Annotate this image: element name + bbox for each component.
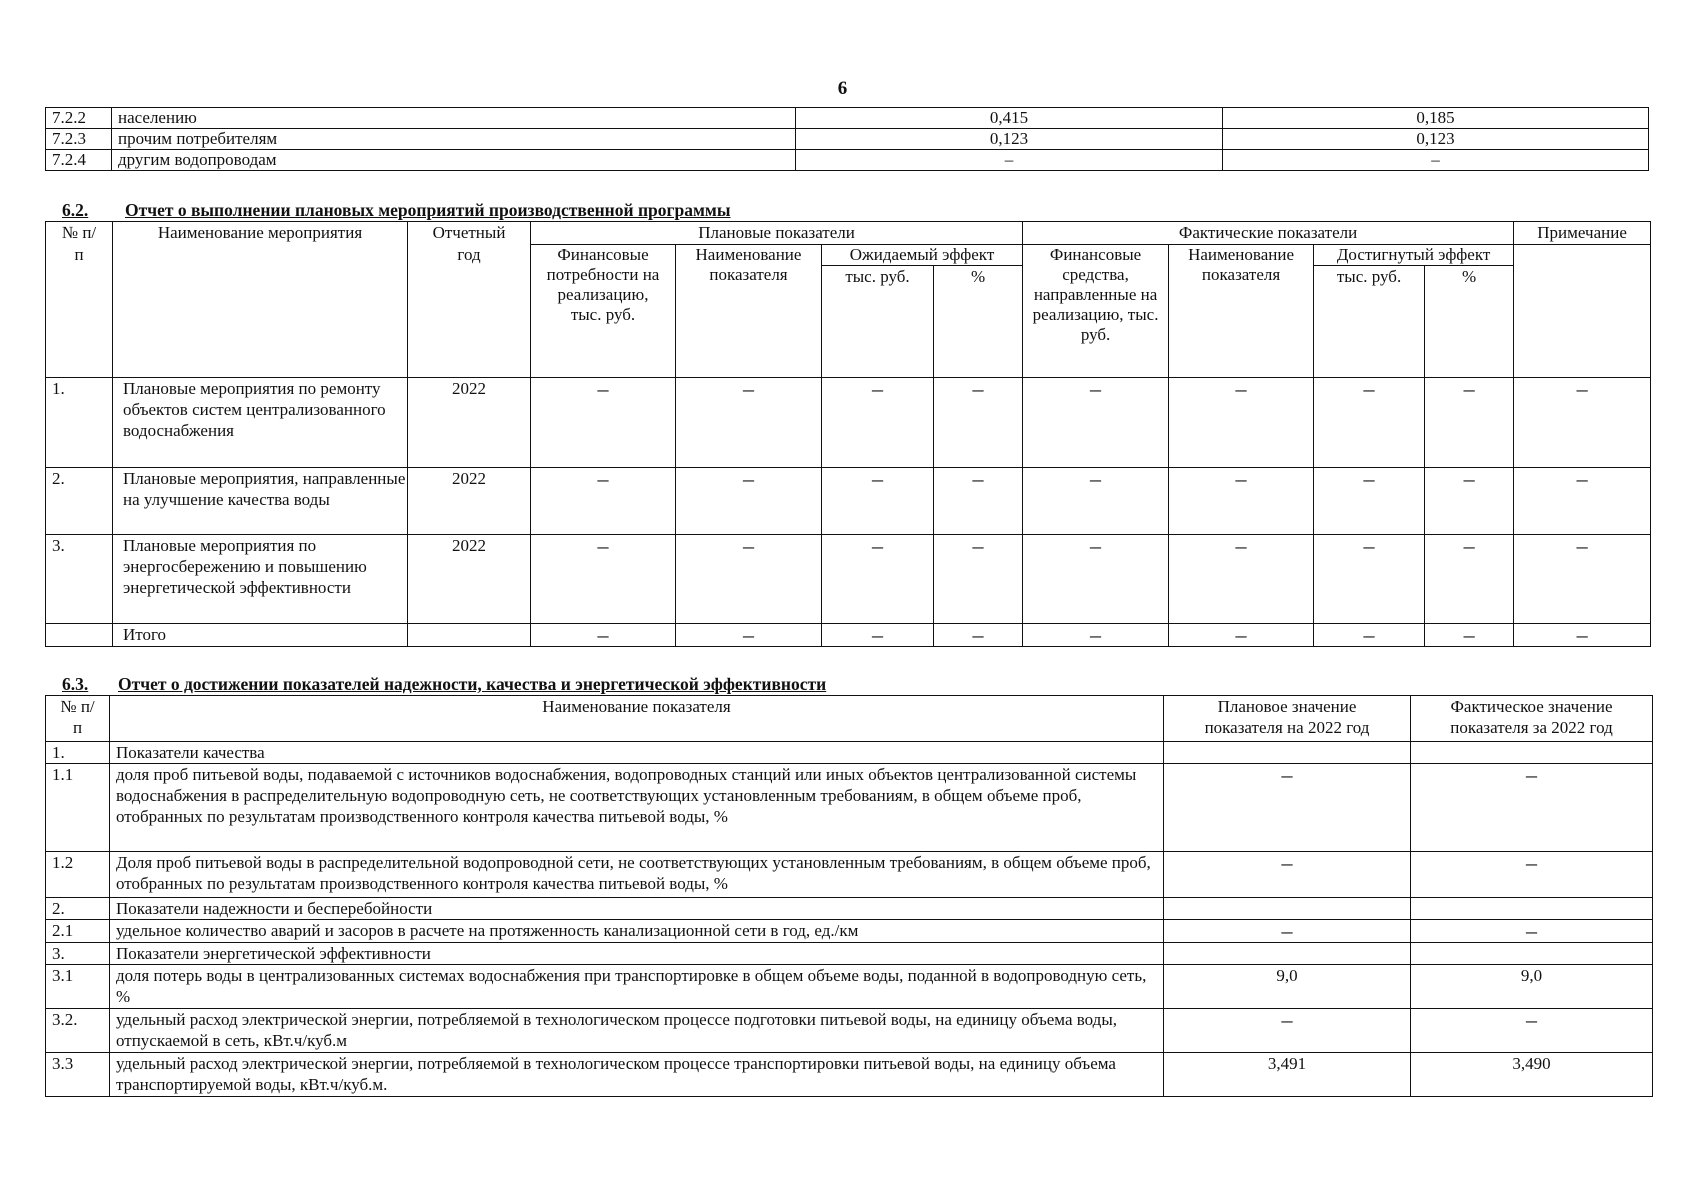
header-fin-need: Финансовые потребности на реализацию, тыс. руб. <box>531 245 676 378</box>
row-number: 3.2. <box>46 1009 110 1053</box>
header-expected-effect: Ожидаемый эффект <box>822 245 1023 266</box>
row-name: Показатели энергетической эффективности <box>110 943 1164 965</box>
header-num: № п/п <box>46 696 110 742</box>
value-cell: 0,415 <box>796 108 1223 129</box>
header-thous-rub: тыс. руб. <box>1314 266 1425 378</box>
value-cell: – <box>1314 378 1425 468</box>
section-heading-6-2 <box>62 200 731 221</box>
value-cell: – <box>1169 624 1314 647</box>
row-number: 3.1 <box>46 965 110 1009</box>
row-number: 3.3 <box>46 1053 110 1097</box>
plan-cell: – <box>1164 920 1411 943</box>
section-number: 6.3. <box>62 674 89 694</box>
plan-cell <box>1164 898 1411 920</box>
plan-cell <box>1164 742 1411 764</box>
value-cell: – <box>934 468 1023 535</box>
row-number: 7.2.3 <box>46 129 112 150</box>
value-cell: – <box>676 535 822 624</box>
fact-cell: – <box>1411 852 1653 898</box>
value-cell: – <box>1514 468 1651 535</box>
value-cell: 0,123 <box>1223 129 1649 150</box>
header-note: Примечание <box>1514 222 1651 245</box>
table-row <box>46 965 1653 1009</box>
value-cell: – <box>1023 535 1169 624</box>
row-number: 7.2.2 <box>46 108 112 129</box>
row-name: доля проб питьевой воды, подаваемой с источников водоснабжения, водопроводных станций или иных объектов централизованной системы водоснабжения в распределительную водопроводную сеть, не соответствующих установленным требованиям, в общем объеме проб, отобранных по результатам производственного контроля качества питьевой воды, % <box>110 764 1164 852</box>
value-cell: – <box>1314 624 1425 647</box>
row-number <box>46 624 113 647</box>
value-cell: – <box>934 535 1023 624</box>
row-name: Плановые мероприятия по ремонту объектов систем централизованного водоснабжения <box>113 378 408 468</box>
indicators-table <box>45 695 1653 1097</box>
table-row <box>46 129 1649 150</box>
value-cell: – <box>822 468 934 535</box>
table-row <box>46 150 1649 171</box>
header-plan: Плановое значение показателя на 2022 год <box>1164 696 1411 742</box>
plan-cell: 3,491 <box>1164 1053 1411 1097</box>
value-cell: – <box>1169 535 1314 624</box>
header-note-empty <box>1514 245 1651 378</box>
table-row <box>46 898 1653 920</box>
total-label: Итого <box>113 624 408 647</box>
value-cell: – <box>1514 535 1651 624</box>
fact-cell <box>1411 898 1653 920</box>
row-number: 2. <box>46 898 110 920</box>
value-cell: – <box>822 378 934 468</box>
row-year <box>408 624 531 647</box>
row-name: Доля проб питьевой воды в распределительной водопроводной сети, не соответствующих установленным требованиям, в общем объеме проб, отобранных по результатам производственного контроля качества питьевой воды, % <box>110 852 1164 898</box>
value-cell: – <box>1514 378 1651 468</box>
fact-cell: – <box>1411 920 1653 943</box>
value-cell: – <box>676 378 822 468</box>
header-percent: % <box>934 266 1023 378</box>
row-name: удельное количество аварий и засоров в расчете на протяженность канализационной сети в год, ед./км <box>110 920 1164 943</box>
consumption-table <box>45 107 1649 171</box>
row-name: Показатели качества <box>110 742 1164 764</box>
value-cell: 0,185 <box>1223 108 1649 129</box>
plan-cell: – <box>1164 852 1411 898</box>
row-number: 2.1 <box>46 920 110 943</box>
row-name: населению <box>112 108 796 129</box>
row-number: 3. <box>46 535 113 624</box>
value-cell: – <box>531 624 676 647</box>
value-cell: 0,123 <box>796 129 1223 150</box>
table-row <box>46 852 1653 898</box>
row-number: 1. <box>46 742 110 764</box>
value-cell: – <box>676 624 822 647</box>
header-achieved-effect: Достигнутый эффект <box>1314 245 1514 266</box>
value-cell: – <box>1314 468 1425 535</box>
fact-cell <box>1411 742 1653 764</box>
value-cell: – <box>531 378 676 468</box>
value-cell: – <box>1425 378 1514 468</box>
header-indicator-name-actual: Наименование показателя <box>1169 245 1314 378</box>
table-row <box>46 943 1653 965</box>
header-indicator-name: Наименование показателя <box>676 245 822 378</box>
row-number: 2. <box>46 468 113 535</box>
fact-cell: – <box>1411 764 1653 852</box>
header-planned: Плановые показатели <box>531 222 1023 245</box>
value-cell: – <box>1425 535 1514 624</box>
value-cell: – <box>1425 468 1514 535</box>
header-row <box>46 222 1651 245</box>
header-fact: Фактическое значение показателя за 2022 год <box>1411 696 1653 742</box>
plan-cell <box>1164 943 1411 965</box>
page-number: 6 <box>837 78 848 99</box>
header-actual: Фактические показатели <box>1023 222 1514 245</box>
row-year: 2022 <box>408 468 531 535</box>
header-thous-rub: тыс. руб. <box>822 266 934 378</box>
section-title: Отчет о достижении показателей надежности, качества и энергетической эффективности <box>118 674 827 694</box>
row-name: Показатели надежности и бесперебойности <box>110 898 1164 920</box>
row-year: 2022 <box>408 535 531 624</box>
value-cell: – <box>1169 468 1314 535</box>
value-cell: – <box>1023 624 1169 647</box>
table-row <box>46 108 1649 129</box>
fact-cell: – <box>1411 1009 1653 1053</box>
table-row <box>46 1053 1653 1097</box>
table-row <box>46 742 1653 764</box>
row-number: 1. <box>46 378 113 468</box>
header-name: Наименование показателя <box>110 696 1164 742</box>
fact-cell <box>1411 943 1653 965</box>
measures-table <box>45 221 1651 647</box>
table-row <box>46 764 1653 852</box>
header-year: Отчетный год <box>408 222 531 378</box>
value-cell: – <box>1169 378 1314 468</box>
value-cell: – <box>676 468 822 535</box>
value-cell: – <box>1023 468 1169 535</box>
header-name: Наименование мероприятия <box>113 222 408 378</box>
row-name: прочим потребителям <box>112 129 796 150</box>
header-percent: % <box>1425 266 1514 378</box>
table-row <box>46 535 1651 624</box>
section-title: Отчет о выполнении плановых мероприятий производственной программы <box>125 200 731 220</box>
row-name: доля потерь воды в централизованных системах водоснабжения при транспортировке в общем объеме воды, поданной в водопроводную сеть, % <box>110 965 1164 1009</box>
value-cell: – <box>796 150 1223 171</box>
value-cell: – <box>531 535 676 624</box>
table-row <box>46 920 1653 943</box>
header-fin-spent: Финансовые средства, направленные на реализацию, тыс. руб. <box>1023 245 1169 378</box>
row-name: Плановые мероприятия по энергосбережению и повышению энергетической эффективности <box>113 535 408 624</box>
row-number: 1.1 <box>46 764 110 852</box>
value-cell: – <box>934 378 1023 468</box>
fact-cell: 9,0 <box>1411 965 1653 1009</box>
value-cell: – <box>822 535 934 624</box>
value-cell: – <box>1425 624 1514 647</box>
value-cell: – <box>1314 535 1425 624</box>
value-cell: – <box>1223 150 1649 171</box>
plan-cell: – <box>1164 764 1411 852</box>
row-name: другим водопроводам <box>112 150 796 171</box>
row-number: 1.2 <box>46 852 110 898</box>
table-row <box>46 1009 1653 1053</box>
row-year: 2022 <box>408 378 531 468</box>
row-name: Плановые мероприятия, направленные на улучшение качества воды <box>113 468 408 535</box>
row-number: 7.2.4 <box>46 150 112 171</box>
table-row <box>46 468 1651 535</box>
section-heading-6-3 <box>62 674 827 695</box>
value-cell: – <box>934 624 1023 647</box>
row-number: 3. <box>46 943 110 965</box>
row-name: удельный расход электрической энергии, потребляемой в технологическом процессе подготовки питьевой воды, на единицу объема воды, отпускаемой в сеть, кВт.ч/куб.м <box>110 1009 1164 1053</box>
fact-cell: 3,490 <box>1411 1053 1653 1097</box>
value-cell: – <box>1023 378 1169 468</box>
section-number: 6.2. <box>62 200 89 220</box>
value-cell: – <box>531 468 676 535</box>
value-cell: – <box>1514 624 1651 647</box>
header-row <box>46 696 1653 742</box>
total-row <box>46 624 1651 647</box>
row-name: удельный расход электрической энергии, потребляемой в технологическом процессе транспортировки питьевой воды, на единицу объема транспортируемой воды, кВт.ч/куб.м. <box>110 1053 1164 1097</box>
plan-cell: 9,0 <box>1164 965 1411 1009</box>
table-row <box>46 378 1651 468</box>
plan-cell: – <box>1164 1009 1411 1053</box>
value-cell: – <box>822 624 934 647</box>
header-num: № п/п <box>46 222 113 378</box>
